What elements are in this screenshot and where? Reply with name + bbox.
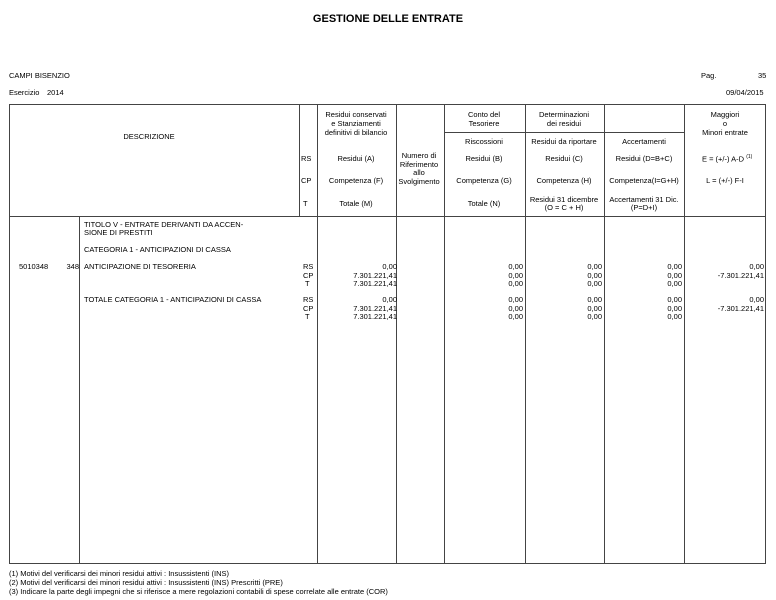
header-d-cp: Competenza(I=G+H) <box>609 176 679 185</box>
titolo-line2: SIONE DI PRESTITI <box>84 228 153 237</box>
ente-name: CAMPI BISENZIO <box>9 71 70 80</box>
header-d-t1: Accertamenti 31 Dic. <box>609 195 679 204</box>
header-e-rs-text: E = (+/-) A-D <box>702 154 745 164</box>
header-b-cp: Competenza (G) <box>456 176 512 185</box>
row-type-label: RS <box>303 262 314 271</box>
footnote-1: (1) Motivi del verificarsi dei minori residui attivi : Insussistenti (INS) <box>9 569 230 578</box>
cell-e: -7.301.221,41 <box>717 303 764 313</box>
header-num3: allo <box>413 168 425 177</box>
cell-c: 0,00 <box>587 262 602 271</box>
cell-a: 0,00 <box>382 262 397 271</box>
header-b-top1: Conto del <box>467 110 501 119</box>
titolo-line1: TITOLO V - ENTRATE DERIVANTI DA ACCEN- <box>84 220 244 229</box>
header-num4: Svolgimento <box>398 177 440 186</box>
cell-a: 7.301.221,41 <box>353 312 397 321</box>
header-num2: Riferimento <box>399 160 439 169</box>
header-descrizione: DESCRIZIONE <box>123 132 175 141</box>
cell-d: 0,00 <box>667 279 682 288</box>
divider <box>525 105 526 564</box>
header-a-top2: e Stanziamenti <box>331 119 381 128</box>
page-title: GESTIONE DELLE ENTRATE <box>312 13 464 25</box>
header-e-cp: L = (+/-) F-I <box>706 176 744 185</box>
row-type-label: T <box>305 279 310 288</box>
page-label: Pag. <box>701 71 717 80</box>
row-type-label: T <box>305 312 310 321</box>
header-b-rs: Residui (B) <box>465 154 503 163</box>
header-e-top3: Minori entrate <box>702 128 748 137</box>
row-description: ANTICIPAZIONE DI TESORERIA <box>84 262 196 271</box>
header-a-t: Totale (M) <box>339 199 373 208</box>
header-t: T <box>303 199 308 208</box>
header-a-rs: Residui (A) <box>337 154 375 163</box>
header-c-cp: Competenza (H) <box>536 176 592 185</box>
cell-c: 0,00 <box>587 303 602 313</box>
header-a-top1: Residui conservati <box>325 110 387 119</box>
divider <box>79 216 80 564</box>
cell-b: 0,00 <box>508 295 523 304</box>
cell-a: 7.301.221,41 <box>353 279 397 288</box>
header-b-t: Totale (N) <box>467 199 501 208</box>
divider <box>684 105 685 564</box>
cell-d: 0,00 <box>667 262 682 271</box>
cell-b: 0,00 <box>508 262 523 271</box>
cell-c: 0,00 <box>587 270 602 280</box>
divider <box>10 216 766 217</box>
header-cp: CP <box>301 176 312 185</box>
header-b-sub: Riscossioni <box>465 137 503 146</box>
divider <box>317 105 318 564</box>
cell-c: 0,00 <box>587 312 602 321</box>
divider <box>299 105 300 216</box>
row-type-label: CP <box>303 270 314 280</box>
cell-b: 0,00 <box>508 279 523 288</box>
header-c-top1: Determinazioni <box>538 110 590 119</box>
cell-b: 0,00 <box>508 312 523 321</box>
footnote-2: (2) Motivi del verificarsi dei minori residui attivi : Insussistenti (INS) Prescritti (PRE) <box>9 578 283 587</box>
row-type-label: RS <box>303 295 314 304</box>
header-c-rs: Residui (C) <box>545 154 583 163</box>
header-c-t2: (O = C + H) <box>544 203 584 212</box>
categoria-heading: CATEGORIA 1 - ANTICIPAZIONI DI CASSA <box>84 245 231 254</box>
row-description: TOTALE CATEGORIA 1 - ANTICIPAZIONI DI CASSA <box>84 295 262 304</box>
cell-d: 0,00 <box>667 303 682 313</box>
cell-d: 0,00 <box>667 295 682 304</box>
cell-a: 0,00 <box>382 295 397 304</box>
header-e-rs <box>702 154 752 164</box>
header-e-top2: o <box>722 119 728 128</box>
divider <box>604 105 605 564</box>
cell-c: 0,00 <box>587 295 602 304</box>
cell-e: -7.301.221,41 <box>717 270 764 280</box>
cell-d: 0,00 <box>667 270 682 280</box>
divider <box>444 132 684 133</box>
header-c-t1: Residui 31 dicembre <box>529 195 599 204</box>
esercizio-year: 2014 <box>47 88 64 97</box>
cell-a: 7.301.221,41 <box>353 270 397 280</box>
cell-a: 7.301.221,41 <box>353 303 397 313</box>
header-c-top2: dei residui <box>546 119 582 128</box>
row-cap: 348 <box>66 262 79 271</box>
header-d-t2: (P=D+I) <box>630 203 658 212</box>
header-rs: RS <box>301 154 312 163</box>
header-c-sub: Residui da riportare <box>531 137 597 146</box>
cell-b: 0,00 <box>508 270 523 280</box>
footnote-3: (3) Indicare la parte degli impegni che si riferisce a mere regolazioni contabili di spese correlate alle entrate (COR) <box>9 587 388 596</box>
header-num1: Numero di <box>401 151 437 160</box>
header-d-sub: Accertamenti <box>622 137 666 146</box>
report-date: 09/04/2015 <box>726 88 764 97</box>
row-type-label: CP <box>303 303 314 313</box>
header-e-top1: Maggiori <box>710 110 740 119</box>
header-a-cp: Competenza (F) <box>328 176 384 185</box>
cell-c: 0,00 <box>587 279 602 288</box>
cell-b: 0,00 <box>508 303 523 313</box>
header-e-rs-note: (1) <box>746 154 753 160</box>
row-code: 5010348 <box>19 262 49 271</box>
divider <box>444 105 445 564</box>
header-a-top3: definitivi di bilancio <box>324 128 388 137</box>
report-table <box>9 104 766 564</box>
header-d-rs: Residui (D=B+C) <box>615 154 673 163</box>
esercizio-label: Esercizio <box>9 88 40 97</box>
page-number: 35 <box>758 71 767 80</box>
cell-e: 0,00 <box>749 262 764 271</box>
cell-d: 0,00 <box>667 312 682 321</box>
cell-e: 0,00 <box>749 295 764 304</box>
header-b-top2: Tesoriere <box>468 119 500 128</box>
